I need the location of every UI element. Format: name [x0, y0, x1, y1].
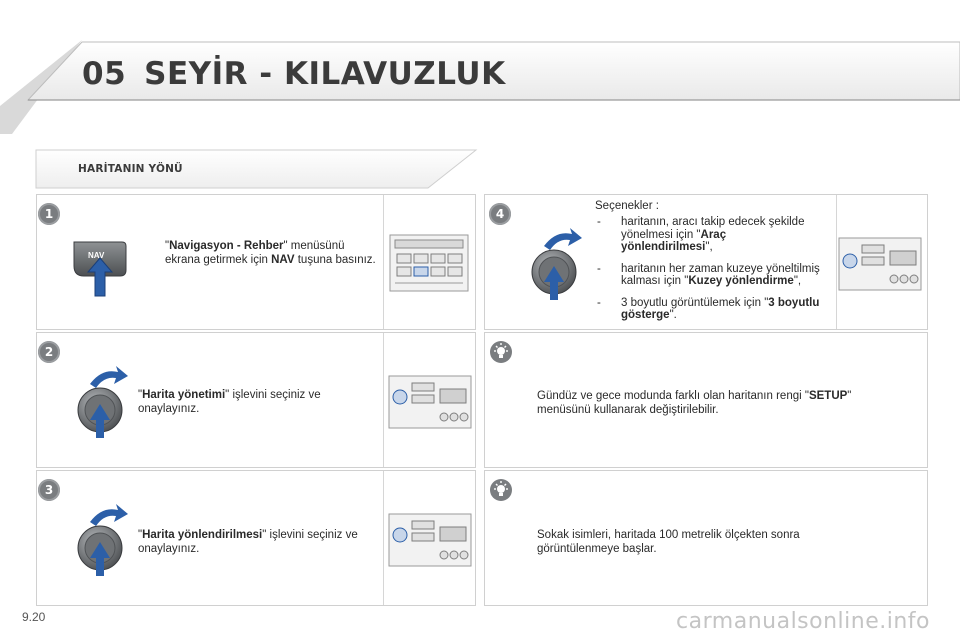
- radio-unit-illustration: [389, 234, 469, 292]
- radio-unit-illustration: [388, 513, 472, 567]
- step-badge-1: 1: [38, 203, 60, 225]
- options-list: [595, 216, 820, 331]
- tip-2-text: Sokak isimleri, haritada 100 metrelik ölçekten sonra görüntülenmeye başlar.: [537, 529, 800, 555]
- nav-key-label: NAV: [88, 251, 105, 260]
- rotary-knob-icon: [72, 502, 134, 578]
- options-heading: Seçenekler :: [595, 200, 659, 212]
- step-2-text: "Harita yönetimi" işlevini seçiniz ve onaylayınız.: [138, 389, 321, 415]
- chapter-title: SEYİR - KILAVUZLUK: [144, 56, 506, 92]
- step-3-text: "Harita yönlendirilmesi" işlevini seçiniz ve onaylayınız.: [138, 529, 358, 555]
- step-badge-2: 2: [38, 341, 60, 363]
- section-title: HARİTANIN YÖNÜ: [78, 163, 183, 175]
- rotary-knob-icon: [72, 364, 134, 440]
- step-badge-3: 3: [38, 479, 60, 501]
- lightbulb-icon: [489, 478, 513, 502]
- option-item: - haritanın, aracı takip edecek şekilde yönelmesi için "Araç yönlendirilmesi",: [597, 216, 805, 253]
- watermark: carmanualsonline.info: [676, 609, 930, 634]
- chapter-number: 05: [82, 56, 127, 92]
- lightbulb-icon: [489, 340, 513, 364]
- rotary-knob-icon: [526, 226, 588, 302]
- option-item: - 3 boyutlu görüntülemek için "3 boyutlu gösterge".: [597, 296, 820, 321]
- tip-1-text: Gündüz ve gece modunda farklı olan haritanın rengi "SETUP" menüsünü kullanarak değiştirilebilir.: [537, 390, 852, 416]
- nav-button-press-icon: [70, 236, 130, 298]
- radio-unit-illustration: [838, 237, 922, 291]
- step-1-text: "Navigasyon - Rehber" menüsünü ekrana getirmek için NAV tuşuna basınız.: [165, 240, 376, 266]
- option-item: - haritanın her zaman kuzeye yöneltilmiş kalması için "Kuzey yönlendirme",: [597, 262, 820, 287]
- radio-unit-illustration: [388, 375, 472, 429]
- step-badge-4: 4: [489, 203, 511, 225]
- page-number: 9.20: [22, 610, 46, 624]
